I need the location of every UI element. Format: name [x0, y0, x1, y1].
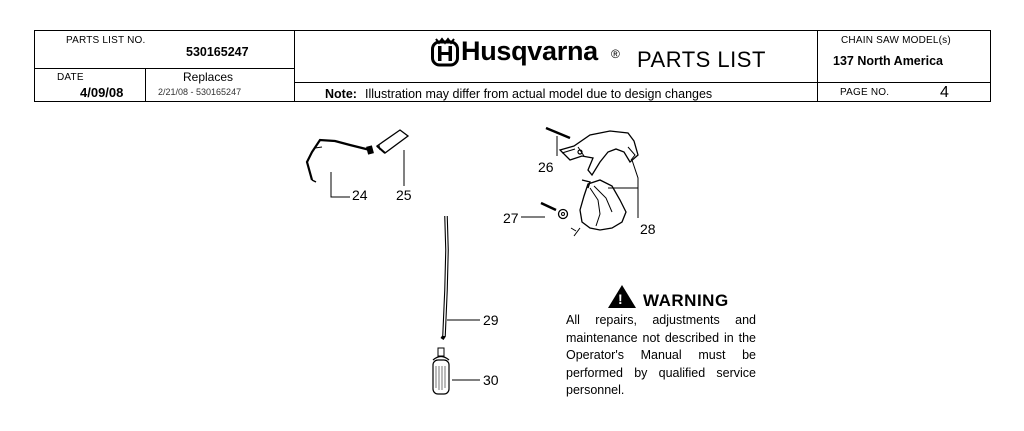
callout-25: 25	[396, 187, 412, 203]
part-30-filter-drawing	[433, 348, 480, 394]
page-number: 4	[940, 84, 949, 101]
page-no-label: PAGE NO.	[840, 87, 890, 98]
brand-logo: Husqvarna	[461, 36, 598, 66]
model-value: 137 North America	[833, 54, 943, 68]
warning-title: WARNING	[643, 291, 729, 310]
warning-exclamation: !	[618, 291, 623, 307]
parts-list-number: 530165247	[186, 45, 249, 59]
callout-27: 27	[503, 210, 519, 226]
warning-text: All repairs, adjustments and maintenance not described in the Operator's Manual must be performed by qualified service personnel.	[566, 313, 756, 397]
registered-mark: ®	[611, 47, 620, 61]
part-25-grip-drawing	[377, 130, 408, 186]
note-label: Note:	[325, 87, 357, 101]
part-29-hose-drawing	[442, 216, 480, 339]
date-value: 4/09/08	[80, 85, 124, 100]
callout-26: 26	[538, 159, 554, 175]
parts-list-no-label: PARTS LIST NO.	[66, 35, 146, 46]
callout-24: 24	[352, 187, 368, 203]
replaces-label: Replaces	[183, 70, 234, 84]
page-title: PARTS LIST	[637, 47, 766, 72]
part-26-28-assembly-drawing	[521, 127, 638, 236]
model-label: CHAIN SAW MODEL(s)	[841, 35, 951, 46]
replaces-value: 2/21/08 - 530165247	[158, 87, 242, 97]
note-text: Illustration may differ from actual model due to design changes	[365, 87, 713, 101]
callout-30: 30	[483, 372, 499, 388]
callout-28: 28	[640, 221, 656, 237]
callout-29: 29	[483, 312, 499, 328]
date-label: DATE	[57, 72, 84, 83]
